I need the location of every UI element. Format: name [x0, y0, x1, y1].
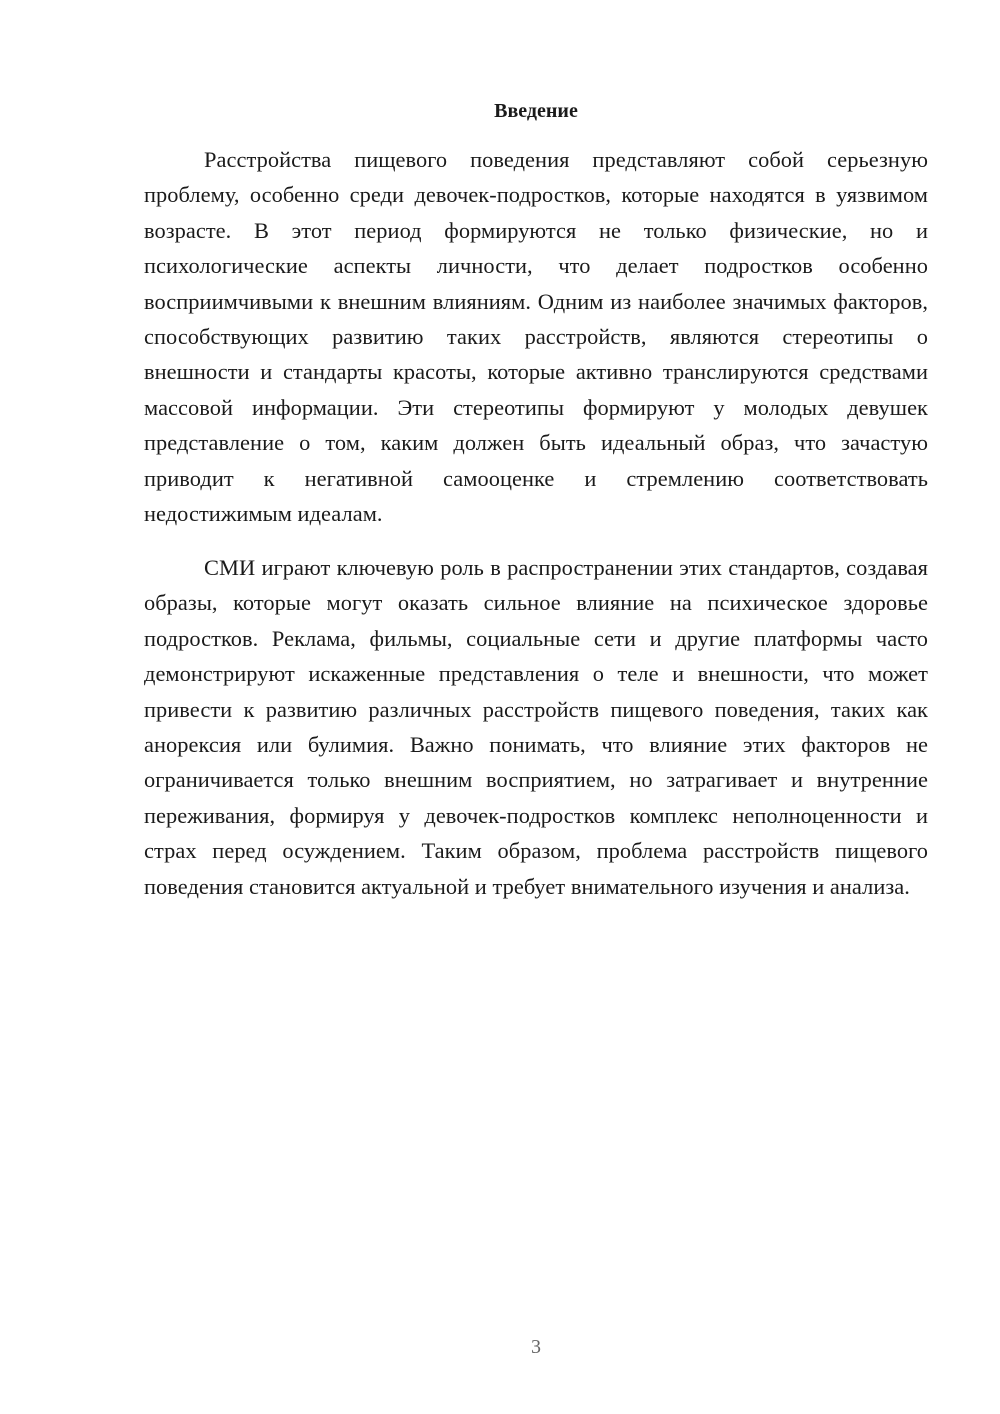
- section-heading: Введение: [494, 100, 578, 122]
- paragraph-1: Расстройства пищевого поведения представляют собой серьезную проблему, особенно среди девочек-подростков, которые находятся в уязвимом возрасте. В этот период формируются не только физические, но и психологические аспекты личности, что делает подростков особенно восприимчивыми к внешним влияниям. Одним из наиболее значимых факторов, способствующих развитию таких расстройств, являются стереотипы о внешности и стандарты красоты, которые активно транслируются средствами массовой информации. Эти стереотипы формируют у молодых девушек представление о том, каким должен быть идеальный образ, что зачастую приводит к негативной самооценке и стремлению соответствовать недостижимым идеалам.: [144, 147, 928, 527]
- paragraph-2: СМИ играют ключевую роль в распространении этих стандартов, создавая образы, которые могут оказать сильное влияние на психическое здоровье подростков. Реклама, фильмы, социальные сети и другие платформы часто демонстрируют искаженные представления о теле и внешности, что может привести к развитию различных расстройств пищевого поведения, таких как анорексия или булимия. Важно понимать, что влияние этих факторов не ограничивается только внешним восприятием, но затрагивает и внутренние переживания, формируя у девочек-подростков комплекс неполноценности и страх перед осуждением. Таким образом, проблема расстройств пищевого поведения становится актуальной и требует внимательного изучения и анализа.: [144, 555, 928, 899]
- page-number: 3: [531, 1336, 541, 1358]
